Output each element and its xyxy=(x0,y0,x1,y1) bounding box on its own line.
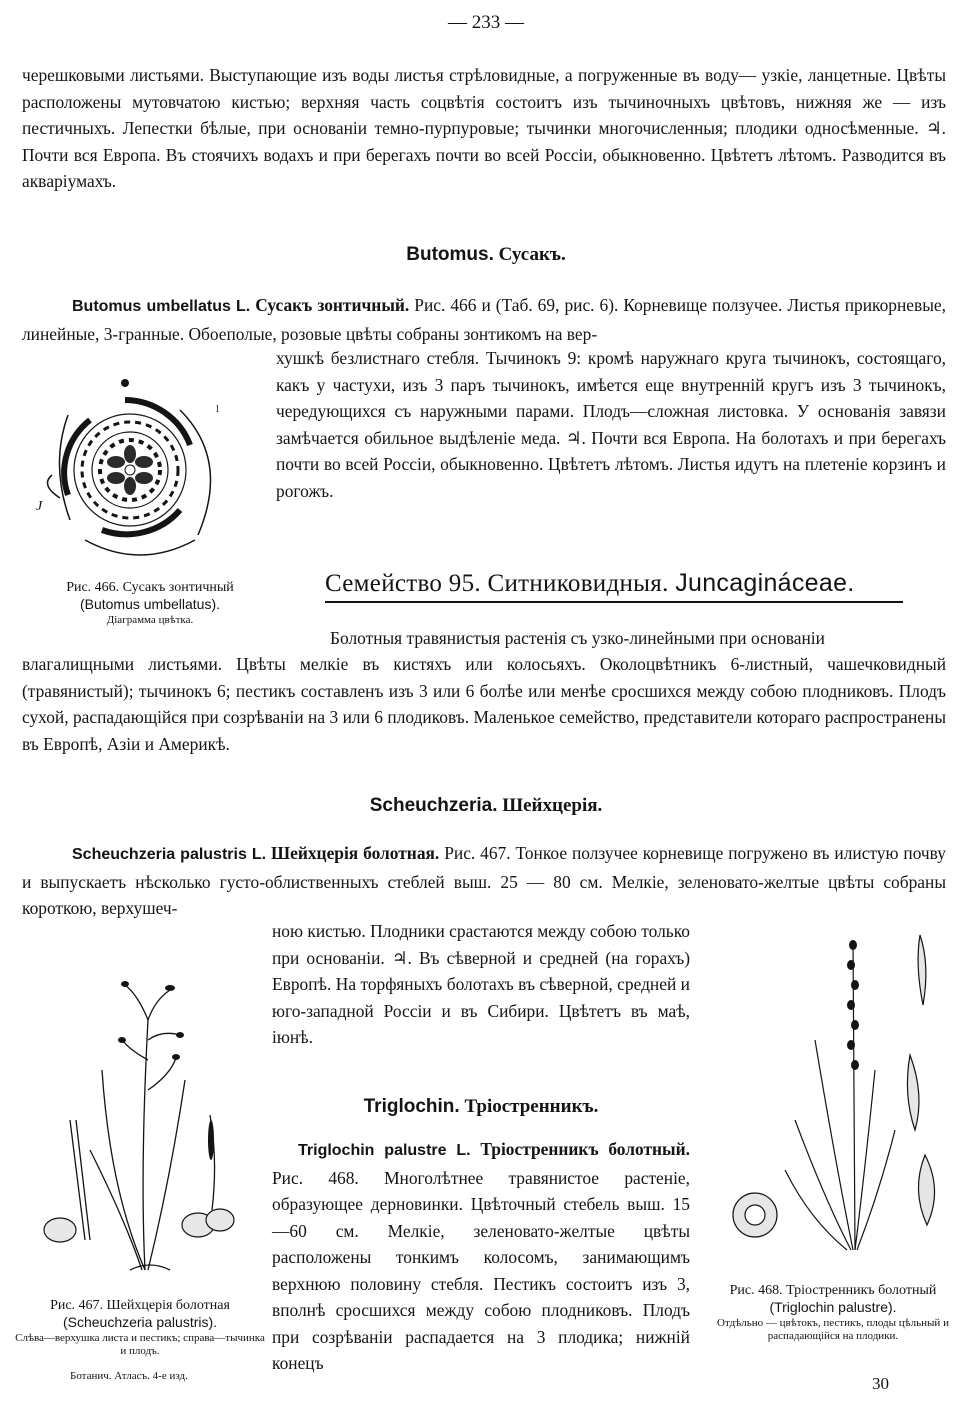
figure-468-caption-title: Рис. 468. Тріостренникъ болотный xyxy=(729,1283,937,1298)
heading-butomus xyxy=(0,244,972,266)
heading-scheuchzeria xyxy=(0,795,972,817)
figure-466-caption-sub: Діаграмма цвѣтка. xyxy=(106,614,194,626)
family-description-first: Болотныя травянистыя растенія съ узко-линейными при основаніи xyxy=(330,628,825,648)
footer-right: 30 xyxy=(872,1374,889,1393)
figure-466-caption-title: Рис. 466. Сусакъ зонтичный xyxy=(66,580,234,595)
family-description: влагалищными листьями. Цвѣты мелкіе въ кистяхъ или колосьяхъ. Околоцвѣтникъ 6-листный, чашечковидный (травянистый); тычинокъ 6; пестикъ составленъ изъ 3 или 6 болѣе или менѣе сросшихся между собою плодниковъ. Плодъ сухой, распадающійся при созрѣваніи на 3 или 6 плодиковъ. Маленькое семейство, представители котораго распространены въ Европѣ, Азіи и Америкѣ. xyxy=(22,654,946,754)
scheuchzeria-species-lat: Scheuchzeria palustris L. xyxy=(72,846,267,863)
butomus-text-wide-body: Рис. 466 и (Таб. 69, рис. 6). Корневище ползучее. Листья прикорневые, линейные, 3-гранные. Обоеполые, розовые цвѣты собраны зонтикомъ на вер- xyxy=(22,295,946,344)
heading-triglochin-lat: Triglochin. xyxy=(363,1096,460,1117)
footer-left: Ботанич. Атласъ. 4-е изд. xyxy=(70,1370,188,1382)
butomus-text-wide xyxy=(22,292,946,347)
family-title-ru: Семейство 95. Ситниковидныя. xyxy=(325,570,669,597)
scheuchzeria-species-ru: Шейхцерія болотная. xyxy=(271,843,440,863)
butomus-floral-diagram xyxy=(30,370,255,580)
figure-468-caption-lat: (Triglochin palustre). xyxy=(769,1299,897,1315)
triglochin-species-lat: Triglochin palustre L. xyxy=(298,1142,471,1159)
scheuchzeria-text-narrow: ною кистью. Плодники срастаются между собою только при основаніи. ♃. Въ сѣверной и средней (на горахъ) Европѣ. На торфяныхъ болотахъ въ сѣверной, средней и юго-западной Россіи и въ Сибири. Цвѣтетъ въ маѣ, іюнѣ. xyxy=(272,921,690,1047)
triglochin-species-ru: Тріостренникъ болотный. xyxy=(480,1139,690,1159)
butomus-species-lat: Butomus umbellatus L. xyxy=(72,298,251,315)
heading-scheuchzeria-lat: Scheuchzeria. xyxy=(369,795,498,816)
scheuchzeria-text-wide xyxy=(22,840,946,922)
figure-466-caption xyxy=(20,580,280,627)
heading-triglochin xyxy=(272,1096,690,1118)
svg-text:J: J xyxy=(36,499,43,514)
figure-468-caption xyxy=(706,1283,960,1343)
triglochin-text xyxy=(272,1136,690,1377)
butomus-text-narrow: хушкѣ безлистнаго стебля. Тычинокъ 9: кромѣ наружнаго круга тычинокъ, состоящаго, какъ у частухи, изъ 3 паръ тычинокъ, имѣется еще внутренній кругъ изъ 3 тычинокъ, чередующихся съ наружными парами. Плодъ—сложная листовка. У основанія завязи замѣчается обильное выдѣленіе меда. ♃. Почти вся Европа. На болотахъ и при берегахъ почти во всей Россіи, обыкновенно. Цвѣтетъ лѣтомъ. Листья идутъ на плетеніе корзинъ и рогожъ. xyxy=(276,348,946,501)
scheuchzeria-plant-illustration xyxy=(30,940,260,1285)
paragraph-top: черешковыми листьями. Выступающие изъ воды листья стрѣловидные, а погруженные въ воду— узкіе, ланцетные. Цвѣты расположены мутовчатою кистью; верхняя часть соцвѣтія состоитъ изъ тычиночныхъ цвѣтовъ, нижняя же — изъ пестичныхъ. Лепестки бѣлые, при основаніи темно-пурпуровые; тычинки многочисленныя; плодики односѣменные. ♃. Почти вся Европа. Въ стоячихъ водахъ и при берегахъ почти во всей Россіи, обыкновенно. Цвѣтетъ лѣтомъ. Разводится въ аквaріумахъ. xyxy=(22,65,946,191)
figure-466-caption-lat: (Butomus umbellatus). xyxy=(79,596,221,612)
figure-467-caption-title: Рис. 467. Шейхцерія болотная xyxy=(50,1298,230,1313)
heading-butomus-ru: Сусакъ. xyxy=(498,244,566,265)
butomus-species-ru: Сусакъ зонтичный. xyxy=(255,295,410,315)
family-title-lat: Juncaginácеае. xyxy=(675,569,855,597)
page-number: — 233 — xyxy=(448,12,524,33)
figure-467-caption xyxy=(14,1298,266,1358)
svg-text:l: l xyxy=(216,404,219,415)
scheuchzeria-text-wide-body: Рис. 467. Тонкое ползучее корневище погружено въ илистую почву и выпускаетъ нѣсколько густо-облиственныхъ стеблей выш. 25 — 80 см. Мелкіе, зеленовато-желтые цвѣты собраны короткою, верхушеч- xyxy=(22,843,946,918)
figure-467-caption-lat: (Scheuchzeria palustris). xyxy=(62,1314,218,1330)
heading-scheuchzeria-ru: Шейхцерія. xyxy=(502,795,603,816)
figure-468-caption-sub: Отдѣльно — цвѣтокъ, пестикъ, плоды цѣльный и распадающійся на плодики. xyxy=(717,1317,949,1342)
family-title xyxy=(325,566,903,603)
triglochin-text-body: Рис. 468. Многолѣтнее травянистое растеніе, образующее дерновинки. Цвѣточный стебель выш. 15—60 см. Мелкіе, зеленовато-желтые цвѣты расположены тонкимъ колосомъ, занимающимъ верхнюю половину стебля. Пестикъ состоитъ изъ 3, вполнѣ сросшихся между собою плодниковъ. Плодъ при созрѣваніи распадается на 3 плодика; нижній конецъ xyxy=(272,1167,690,1373)
figure-467-caption-sub: Слѣва—верхушка листа и пестикъ; справа—тычинка и плодъ. xyxy=(15,1332,265,1357)
heading-butomus-lat: Butomus. xyxy=(406,244,494,265)
heading-triglochin-ru: Тріостренникъ. xyxy=(464,1096,599,1117)
triglochin-plant-illustration xyxy=(715,920,960,1280)
